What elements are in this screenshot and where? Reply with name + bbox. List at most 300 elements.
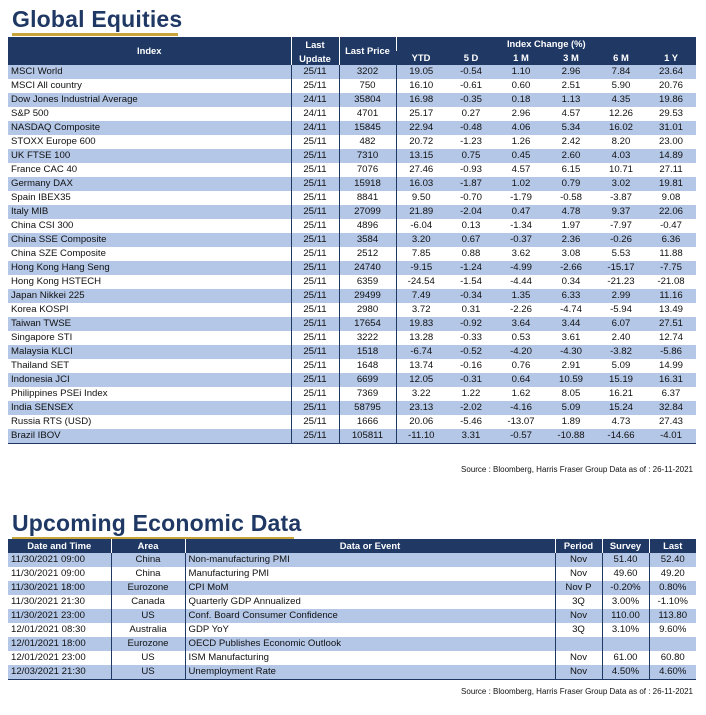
change-5d: -1.87 [446,177,496,191]
change-ytd: 20.72 [396,135,446,149]
change-3m: 2.42 [561,136,581,147]
event-period: Nov [555,665,602,680]
last-price: 4701 [339,107,396,121]
change-3m: -0.58 [560,192,582,203]
event-period: Nov [555,651,602,665]
event-period: Nov [555,553,602,567]
change-1m: -4.16 [496,401,546,415]
table-row [8,581,696,595]
event-name: ISM Manufacturing [185,651,555,665]
last-price: 7369 [339,387,396,401]
index-name: Russia RTS (USD) [11,416,92,427]
change-ytd: 13.15 [396,149,446,163]
last-price: 6699 [339,373,396,387]
change-ytd: -6.04 [396,219,446,233]
change-1m: 1.10 [496,65,546,79]
change-3m: 1.13 [546,93,596,107]
last-update: 25/11 [291,415,339,429]
col-index-change: Index Change (%) [396,37,696,51]
change-6m: 8.20 [611,136,631,147]
index-name: Taiwan TWSE [8,317,291,331]
change-5d: 0.88 [461,248,481,259]
event-survey: 3.10% [602,623,649,637]
change-3m: 2.51 [561,80,581,91]
index-name: France CAC 40 [11,164,78,175]
table-row [8,567,696,581]
change-1y: 6.36 [646,233,696,247]
change-5d: 1.22 [461,388,481,399]
last-price: 17654 [339,317,396,331]
event-last: 52.40 [649,553,696,567]
col-index: Index [8,37,291,65]
table-row [8,651,696,665]
last-price: 27099 [339,205,396,219]
change-1m: 1.62 [511,388,531,399]
last-update: 24/11 [291,107,339,121]
change-6m: -7.97 [610,220,632,231]
last-price: 750 [339,79,396,93]
change-ytd: 3.20 [396,233,446,247]
table-row [8,373,696,387]
last-price: 3202 [339,65,396,79]
event-name: Unemployment Rate [185,665,555,680]
change-1y: 29.53 [659,108,684,119]
table-row [8,149,696,163]
change-ytd: 19.05 [396,65,446,79]
change-1y: -7.75 [646,261,696,275]
economic-title-text: Upcoming Economic Data [12,510,302,536]
table-row [8,93,696,107]
index-name: China CSI 300 [11,220,74,231]
last-update: 24/11 [291,93,339,107]
col-ytd: YTD [396,51,446,65]
last-price: 7310 [339,149,396,163]
event-period: 3Q [555,595,602,609]
change-6m: 15.19 [596,373,646,387]
change-1m: -4.20 [496,345,546,359]
change-3m: -2.66 [546,261,596,275]
last-update: 25/11 [291,401,339,415]
event-date-time: 11/30/2021 18:00 [8,581,111,595]
change-5d: 0.13 [461,220,481,231]
table-row [8,275,696,289]
index-name: STOXX Europe 600 [11,136,96,147]
change-ytd: 3.22 [396,387,446,401]
change-6m: 5.09 [611,360,631,371]
change-1m: 1.35 [496,289,546,303]
change-1m: 0.76 [511,360,531,371]
col-last: Last [649,539,696,553]
change-ytd: 21.89 [396,205,446,219]
change-6m: 5.53 [611,248,631,259]
event-name: Manufacturing PMI [185,567,555,581]
change-5d: -0.34 [446,289,496,303]
change-1y: -5.86 [646,345,696,359]
change-1y: -4.01 [646,429,696,444]
last-price: 4896 [339,219,396,233]
last-update: 25/11 [291,205,339,219]
index-name: UK FTSE 100 [8,149,291,163]
event-date-time: 11/30/2021 09:00 [8,553,111,567]
change-1y: 20.76 [659,80,684,91]
event-area: Eurozone [111,637,185,651]
index-name: Indonesia JCI [8,373,291,387]
change-1y: -21.08 [657,276,685,287]
event-last: 60.80 [649,651,696,665]
col-survey: Survey [602,539,649,553]
index-name: Singapore STI [11,332,73,343]
change-ytd: 22.94 [396,121,446,135]
change-1y: 14.99 [659,360,684,371]
table-row [8,219,696,233]
table-row [8,665,696,680]
last-price: 105811 [339,429,396,444]
last-update: 25/11 [291,163,339,177]
economic-title [12,510,301,537]
change-5d: -0.52 [446,345,496,359]
change-6m: 15.24 [596,401,646,415]
change-5d: -0.31 [446,373,496,387]
change-1m: 2.96 [511,108,531,119]
table-row [8,359,696,373]
last-update: 25/11 [291,359,339,373]
economic-table [8,539,696,680]
change-3m: 0.79 [546,177,596,191]
table-row [8,331,696,345]
economic-rows [8,553,696,680]
table-row [8,415,696,429]
event-area: Canada [111,595,185,609]
change-6m: 2.40 [611,332,631,343]
change-ytd: 16.98 [396,93,446,107]
change-6m: -5.94 [610,304,632,315]
last-update: 25/11 [291,275,339,289]
event-area: China [111,553,185,567]
change-ytd: 3.72 [396,303,446,317]
change-3m: 4.57 [561,108,581,119]
change-6m: 9.37 [596,205,646,219]
change-1y: 12.74 [659,332,684,343]
change-5d: -0.48 [446,121,496,135]
last-price: 3222 [339,331,396,345]
equities-table [8,37,696,444]
table-row [8,401,696,415]
col-3m: 3 M [546,51,596,65]
last-price: 1666 [339,415,396,429]
last-update: 25/11 [291,261,339,275]
col-1y: 1 Y [646,51,696,65]
change-3m: 10.59 [546,373,596,387]
change-ytd: 16.10 [396,79,446,93]
col-last-update-line2: Update [291,51,339,65]
col-1m: 1 M [496,51,546,65]
change-5d: -0.61 [460,80,482,91]
title-underline [12,33,178,36]
change-1y: 23.64 [646,65,696,79]
event-survey: 61.00 [602,651,649,665]
change-1y: 22.06 [646,205,696,219]
change-1m: 1.02 [496,177,546,191]
change-3m: 0.34 [561,276,581,287]
event-area: US [111,665,185,680]
event-date-time: 12/01/2021 18:00 [8,637,111,651]
equities-rows [8,65,696,444]
event-period: Nov [555,567,602,581]
change-1y: 23.00 [659,136,684,147]
event-name: GDP YoY [185,623,555,637]
last-price: 15918 [339,177,396,191]
change-1m: -2.26 [510,304,532,315]
change-5d: -0.70 [460,192,482,203]
event-name: OECD Publishes Economic Outlook [185,637,555,651]
change-1y: 6.37 [661,388,681,399]
index-name: Hong Kong HSTECH [11,276,102,287]
last-update: 25/11 [291,191,339,205]
event-date-time: 11/30/2021 23:00 [8,609,111,623]
last-price: 2980 [339,303,396,317]
table-row [8,107,696,121]
change-5d: 0.67 [446,233,496,247]
last-price: 482 [339,135,396,149]
change-3m: 5.34 [546,121,596,135]
change-1m: 3.64 [496,317,546,331]
event-area: US [111,609,185,623]
change-ytd: -9.15 [396,261,446,275]
table-row [8,429,696,444]
last-price: 8841 [339,191,396,205]
index-name: China SZE Composite [11,248,106,259]
index-name: Dow Jones Industrial Average [8,93,291,107]
change-ytd: 23.13 [396,401,446,415]
change-1y: 9.08 [661,192,681,203]
table-row [8,65,696,79]
change-1y: 27.11 [659,164,683,175]
index-name: Italy MIB [8,205,291,219]
event-date-time: 12/03/2021 21:30 [8,665,111,680]
change-1m: -4.44 [510,276,532,287]
event-name: Non-manufacturing PMI [185,553,555,567]
change-5d: -0.33 [460,332,482,343]
col-last-price: Last Price [339,37,396,65]
last-update: 25/11 [291,289,339,303]
change-ytd: 12.05 [396,373,446,387]
change-1y: 11.16 [646,289,696,303]
event-date-time: 11/30/2021 09:00 [11,568,85,579]
change-ytd: -11.10 [396,429,446,444]
change-3m: 5.09 [546,401,596,415]
event-date-time: 11/30/2021 21:30 [11,596,85,607]
index-name: Korea KOSPI [11,304,69,315]
event-last: 113.80 [649,609,696,623]
change-1m: 0.47 [496,205,546,219]
last-update: 25/11 [291,247,339,261]
last-update: 25/11 [291,135,339,149]
change-5d: -5.46 [460,416,482,427]
change-6m: 2.99 [596,289,646,303]
last-update: 25/11 [291,373,339,387]
change-3m: 3.08 [561,248,581,259]
table-row [8,233,696,247]
table-row [8,623,696,637]
change-ytd: -6.74 [396,345,446,359]
table-row [8,595,696,609]
table-row [8,609,696,623]
change-3m: 3.61 [561,332,581,343]
event-survey: 4.50% [602,665,649,680]
event-survey: 49.60 [602,567,649,581]
col-area: Area [111,539,185,553]
change-1y: 14.89 [646,149,696,163]
index-name: Japan Nikkei 225 [8,289,291,303]
last-update: 25/11 [291,387,339,401]
last-update: 25/11 [291,331,339,345]
event-survey: 3.00% [602,595,649,609]
col-5d: 5 D [446,51,496,65]
change-5d: 0.31 [461,304,481,315]
change-1y: 16.31 [646,373,696,387]
change-1m: 0.64 [496,373,546,387]
change-5d: 0.75 [446,149,496,163]
change-5d: 3.31 [446,429,496,444]
event-survey: -0.20% [602,581,649,595]
last-price: 3584 [339,233,396,247]
change-6m: 10.71 [608,164,633,175]
change-1y: -0.47 [660,220,682,231]
change-1m: 4.06 [496,121,546,135]
last-price: 35804 [339,93,396,107]
change-6m: 16.02 [596,121,646,135]
change-6m: 4.73 [611,416,631,427]
last-update: 25/11 [291,303,339,317]
event-area: Eurozone [111,581,185,595]
event-name: Conf. Board Consumer Confidence [185,609,555,623]
index-name: Brazil IBOV [8,429,291,444]
change-5d: -2.02 [446,401,496,415]
change-1m: -1.79 [510,192,532,203]
change-6m: -3.87 [610,192,632,203]
change-3m: 2.96 [546,65,596,79]
event-date-time: 12/01/2021 23:00 [11,652,86,663]
last-update: 25/11 [291,219,339,233]
event-period: Nov P [555,581,602,595]
change-6m: 12.26 [608,108,633,119]
last-update: 25/11 [291,429,339,444]
change-ytd: 25.17 [396,107,446,121]
last-price: 1518 [339,345,396,359]
change-1m: 0.45 [496,149,546,163]
change-5d: -1.24 [446,261,496,275]
change-6m: 5.90 [611,80,631,91]
last-update: 25/11 [291,65,339,79]
table-row [8,191,696,205]
change-6m: -21.23 [607,276,635,287]
event-name: CPI MoM [185,581,555,595]
change-1m: 0.60 [511,80,531,91]
table-row [8,121,696,135]
event-last: -1.10% [649,595,696,609]
change-1m: -0.37 [496,233,546,247]
change-5d: -1.23 [460,136,482,147]
last-price: 29499 [339,289,396,303]
change-3m: -4.74 [560,304,582,315]
table-row [8,345,696,359]
change-3m: -4.30 [546,345,596,359]
change-3m: -10.88 [546,429,596,444]
last-update: 25/11 [291,177,339,191]
event-name: Quarterly GDP Annualized [185,595,555,609]
col-event: Data or Event [185,539,555,553]
change-6m: 4.35 [596,93,646,107]
change-6m: 16.21 [608,388,633,399]
change-3m: 2.91 [561,360,581,371]
index-name: India SENSEX [8,401,291,415]
last-update: 25/11 [291,233,339,247]
last-price: 6359 [339,275,396,289]
last-update: 25/11 [291,149,339,163]
change-5d: -2.04 [446,205,496,219]
table-row [8,637,696,651]
event-survey: 51.40 [602,553,649,567]
change-1m: 1.26 [511,136,531,147]
change-3m: 3.44 [546,317,596,331]
change-1y: 27.51 [646,317,696,331]
col-date-time: Date and Time [8,539,111,553]
change-5d: -0.54 [446,65,496,79]
event-area: China [111,567,185,581]
event-period: 3Q [555,623,602,637]
change-3m: 2.36 [546,233,596,247]
event-last: 9.60% [649,623,696,637]
change-ytd: 19.83 [396,317,446,331]
change-ytd: 9.50 [396,191,446,205]
change-6m: -3.82 [596,345,646,359]
last-price: 24740 [339,261,396,275]
last-price: 2512 [339,247,396,261]
table-row [8,387,696,401]
event-last: 0.80% [649,581,696,595]
change-6m: -0.26 [596,233,646,247]
index-name: S&P 500 [11,108,49,119]
change-ytd: 7.49 [396,289,446,303]
change-1m: -1.34 [510,220,532,231]
change-1y: 19.86 [646,93,696,107]
change-3m: 1.89 [561,416,581,427]
change-3m: 4.78 [546,205,596,219]
equities-title [12,6,182,33]
table-row [8,261,696,275]
event-area: Australia [111,623,185,637]
change-6m: -14.66 [596,429,646,444]
change-ytd: 7.85 [396,247,446,261]
last-update: 25/11 [291,345,339,359]
change-5d: -0.92 [446,317,496,331]
change-1m: 4.57 [511,164,531,175]
index-name: MSCI All country [11,80,82,91]
change-ytd: 16.03 [396,177,446,191]
change-5d: -0.93 [460,164,482,175]
change-ytd: 13.28 [396,331,446,345]
change-5d: -1.54 [460,276,482,287]
change-1y: 31.01 [646,121,696,135]
table-row [8,177,696,191]
index-name: Spain IBEX35 [11,192,71,203]
change-5d: -0.35 [446,93,496,107]
change-ytd: 27.46 [396,163,446,177]
change-ytd: -24.54 [396,275,446,289]
change-1m: -13.07 [507,416,535,427]
index-name: Germany DAX [8,177,291,191]
last-price: 1648 [339,359,396,373]
